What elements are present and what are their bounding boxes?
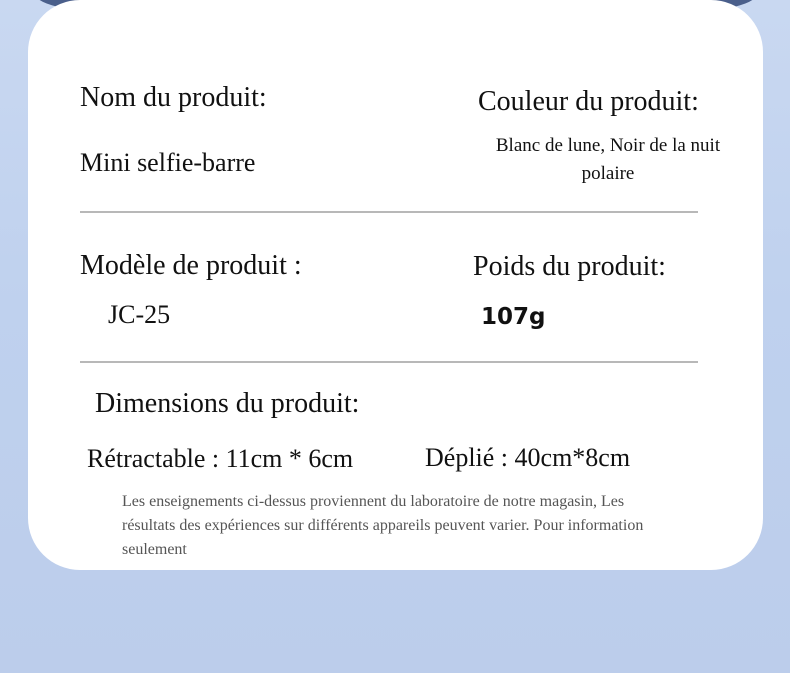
product-name-label: Nom du produit: [80,82,267,113]
product-color-value: Blanc de lune, Noir de la nuit polaire [495,135,721,184]
product-dimensions-label: Dimensions du produit: [95,388,360,419]
section-divider-1 [80,211,698,213]
product-name-value: Mini selfie-barre [80,148,256,177]
product-weight-value: 107g [481,304,546,330]
section-divider-2 [80,361,698,363]
unfolded-dimensions: Déplié : 40cm*8cm [425,443,631,472]
product-model-label: Modèle de produit : [80,250,302,281]
product-model-value: JC-25 [108,300,171,329]
disclaimer-note: Les enseignements ci-dessus proviennent du laboratoire de notre magasin, Les résultats des expériences sur différents appareils peuvent varier. Pour information seulement [122,493,644,558]
product-weight-label: Poids du produit: [473,251,666,282]
product-color-label: Couleur du produit: [478,86,699,117]
retractable-dimensions: Rétractable : 11cm * 6cm [87,444,354,473]
product-spec-card [28,0,763,570]
